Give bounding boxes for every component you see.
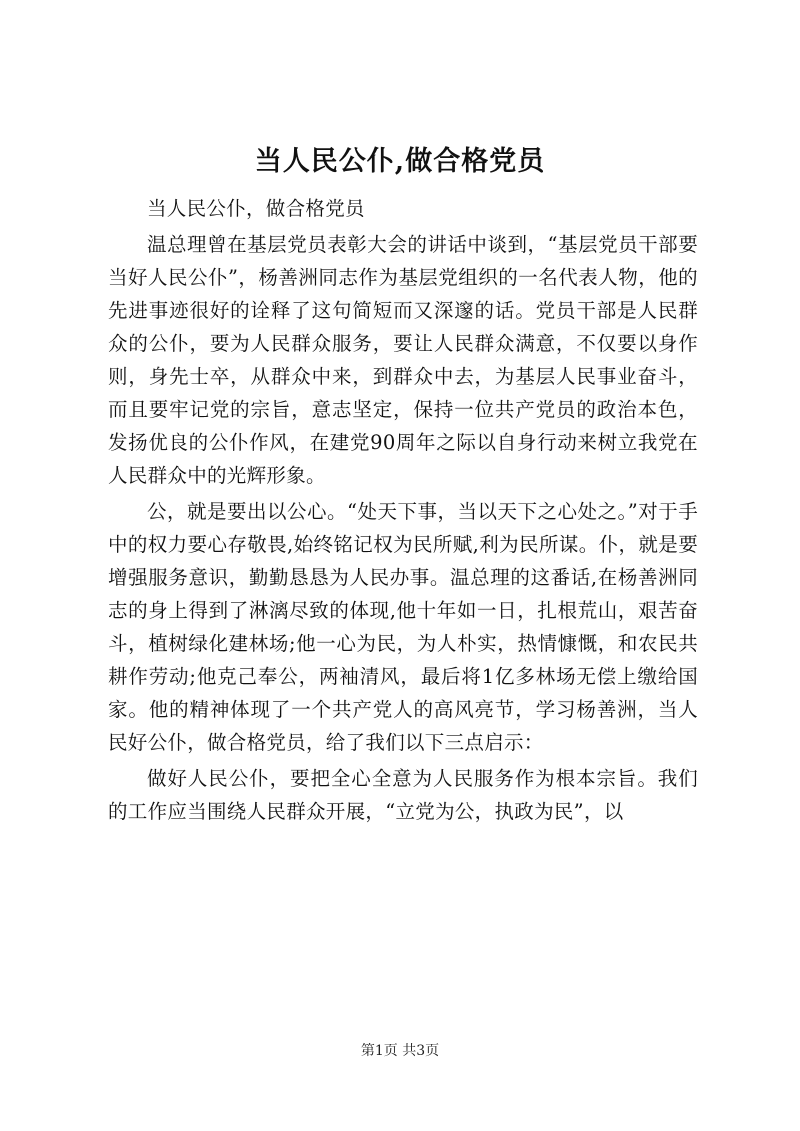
body-paragraph: 做好人民公仆，要把全心全意为人民服务作为根本宗旨。我们的工作应当围绕人民群众开展，“立党为公，执政为民”，以 <box>108 767 698 823</box>
subtitle-paragraph: 当人民公仆，做合格党员 <box>147 197 365 220</box>
body-paragraph: 公，就是要出以公心。“处天下事，当以天下之心处之。”对于手中的权力要心存敬畏,始终铭记权为民所赋,利为民所谋。仆，就是要增强服务意识，勤勤恳恳为人民办事。温总理的这番话,在杨善洲同志的身上得到了淋漓尽致的体现,他十年如一日，扎根荒山，艰苦奋斗，植树绿化建林场;他一心为民，为人朴实，热情慷慨，和农民共耕作劳动;他克己奉公，两袖清风，最后将1亿多林场无偿上缴给国家。他的精神体现了一个共产党人的高风亮节，学习杨善洲，当人民好公仆，做合格党员，给了我们以下三点启示： <box>108 500 698 754</box>
body-paragraph: 温总理曾在基层党员表彰大会的讲话中谈到，“基层党员干部要当好人民公仆”，杨善洲同志作为基层党组织的一名代表人物，他的先进事迹很好的诠释了这句简短而又深邃的话。党员干部是人民群众的公仆，要为人民群众服务，要让人民群众满意，不仅要以身作则，身先士卒，从群众中来，到群众中去，为基层人民事业奋斗，而且要牢记党的宗旨，意志坚定，保持一位共产党员的政治本色，发扬优良的公仆作风，在建党90周年之际以自身行动来树立我党在人民群众中的光辉形象。 <box>108 233 698 487</box>
page-footer: 第1页 共3页 <box>360 1043 440 1059</box>
document-title: 当人民公仆,做合格党员 <box>254 146 546 177</box>
document-body <box>108 192 698 831</box>
